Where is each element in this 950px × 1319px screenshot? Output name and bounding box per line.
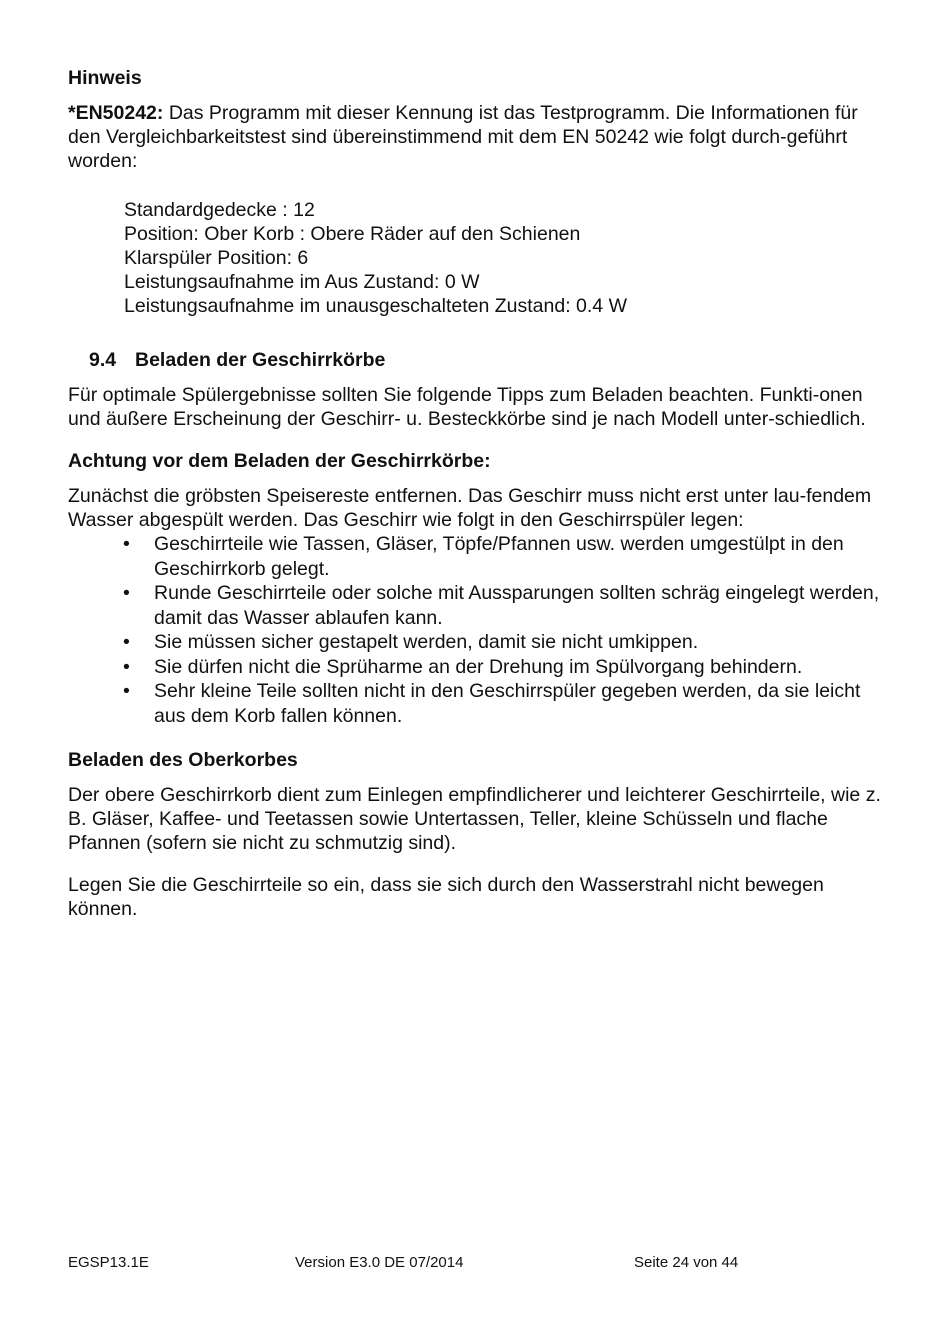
bullet-icon: • [123, 680, 130, 702]
list-item-text: Runde Geschirrteile oder solche mit Aussparungen sollten schräg eingelegt werden, damit das Wasser ablaufen kann. [154, 582, 880, 629]
test-spec-list [124, 198, 888, 318]
note-label: *EN50242: [68, 102, 164, 124]
document-page [68, 66, 888, 921]
bullet-icon: • [123, 533, 130, 555]
section-number: 9.4 [89, 349, 117, 371]
bullet-icon: • [123, 631, 130, 653]
spec-item: Leistungsaufnahme im unausgeschalteten Zustand: 0.4 W [124, 295, 627, 317]
upper-basket-text: Der obere Geschirrkorb dient zum Einlegen empfindlicherer und leichterer Geschirrteile, wie z. B. Gläser, Kaffee- und Teetassen sowie Untertassen, Teller, kleine Schüsseln und flache Pfannen (sofern sie nicht zu schmutzig sind). [68, 784, 881, 854]
list-item [68, 679, 888, 728]
caution-text: Zunächst die gröbsten Speisereste entfernen. Das Geschirr muss nicht erst unter lau-fendem Wasser abgespült werden. Das Geschirr wie folgt in den Geschirrspüler legen: [68, 485, 872, 531]
loading-tips-list [68, 532, 888, 728]
spec-item: Leistungsaufnahme im Aus Zustand: 0 W [124, 271, 480, 293]
section-heading [89, 348, 888, 372]
list-item-text: Sie müssen sicher gestapelt werden, damit sie nicht umkippen. [154, 631, 699, 653]
footer-model: EGSP13.1E [68, 1254, 149, 1271]
section-title: Beladen der Geschirrkörbe [135, 349, 386, 371]
list-item-text: Sehr kleine Teile sollten nicht in den Geschirrspüler gegeben werden, da sie leicht aus dem Korb fallen können. [154, 680, 861, 727]
upper-basket-heading: Beladen des Oberkorbes [68, 749, 298, 771]
bullet-icon: • [123, 582, 130, 604]
list-item [68, 532, 888, 581]
list-item [68, 630, 888, 655]
note-title: Hinweis [68, 67, 142, 89]
footer-page-number: Seite 24 von 44 [634, 1254, 739, 1271]
list-item [68, 581, 888, 630]
spec-item: Klarspüler Position: 6 [124, 247, 309, 269]
list-item [68, 655, 888, 680]
note-body [68, 101, 888, 173]
note-text: Das Programm mit dieser Kennung ist das Testprogramm. Die Informationen für den Vergleichbarkeitstest sind übereinstimmend mit dem EN 50242 wie folgt durch-geführt worden: [68, 102, 858, 172]
section-intro: Für optimale Spülergebnisse sollten Sie folgende Tipps zum Beladen beachten. Funkti-onen und äußere Erscheinung der Geschirr- u. Besteckkörbe sind je nach Modell unter-schiedlich. [68, 384, 866, 430]
footer-version: Version E3.0 DE 07/2014 [295, 1254, 464, 1271]
spec-item: Position: Ober Korb : Obere Räder auf den Schienen [124, 223, 581, 245]
list-item-text: Geschirrteile wie Tassen, Gläser, Töpfe/Pfannen usw. werden umgestülpt in den Geschirrkorb gelegt. [154, 533, 844, 580]
list-item-text: Sie dürfen nicht die Sprüharme an der Drehung im Spülvorgang behindern. [154, 655, 803, 678]
bullet-icon: • [123, 655, 130, 678]
upper-basket-note: Legen Sie die Geschirrteile so ein, dass sie sich durch den Wasserstrahl nicht bewegen können. [68, 874, 824, 920]
spec-item: Standardgedecke : 12 [124, 199, 315, 221]
caution-heading: Achtung vor dem Beladen der Geschirrkörbe: [68, 450, 491, 472]
